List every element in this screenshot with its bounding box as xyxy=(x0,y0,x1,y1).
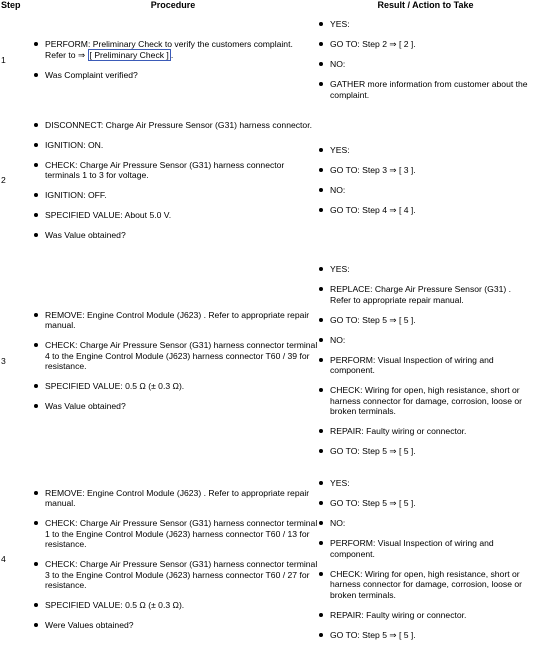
step-number: 1 xyxy=(1,54,6,65)
list-item: REMOVE: Engine Control Module (J623) . Refer to appropriate repair manual. xyxy=(28,310,318,331)
list-item: GATHER more information from customer about the complaint. xyxy=(318,79,533,100)
reference-suffix: . xyxy=(170,49,174,60)
list-item: DISCONNECT: Charge Air Pressure Sensor (G31) harness connector. xyxy=(28,120,318,131)
list-item: PERFORM: Visual Inspection of wiring and component. xyxy=(318,538,533,559)
table-row xyxy=(0,12,533,107)
preliminary-check-link[interactable]: [ Preliminary Check ] xyxy=(89,49,169,60)
list-item: CHECK: Charge Air Pressure Sensor (G31) harness connector terminal 3 to the Engine Control Module (J623) harness connector T60 / 27 for resistance. xyxy=(28,559,318,591)
procedure-list xyxy=(28,120,318,241)
list-item: REPLACE: Charge Air Pressure Sensor (G31) . Refer to appropriate repair manual. xyxy=(318,284,533,305)
list-item: GO TO: Step 4 ⇒ [ 4 ]. xyxy=(318,205,533,216)
procedure-cell xyxy=(28,253,318,468)
list-item: YES: xyxy=(318,145,533,156)
list-item: PERFORM: Visual Inspection of wiring and component. xyxy=(318,355,533,376)
header-row xyxy=(0,0,533,12)
procedure-cell xyxy=(28,468,318,650)
procedure-list xyxy=(28,310,318,412)
result-cell xyxy=(318,107,533,253)
list-item: GO TO: Step 5 ⇒ [ 5 ]. xyxy=(318,498,533,509)
reference-line xyxy=(45,50,318,61)
list-item: REMOVE: Engine Control Module (J623) . Refer to appropriate repair manual. xyxy=(28,488,318,509)
list-item: CHECK: Wiring for open, high resistance, short or harness connector for damage, corrosion, loose or broken terminals. xyxy=(318,569,533,601)
procedure-cell xyxy=(28,107,318,253)
list-item: Was Complaint verified? xyxy=(28,70,318,81)
list-item: NO: xyxy=(318,59,533,70)
list-item: Was Value obtained? xyxy=(28,401,318,412)
list-item: SPECIFIED VALUE: About 5.0 V. xyxy=(28,210,318,221)
list-item: GO TO: Step 5 ⇒ [ 5 ]. xyxy=(318,630,533,641)
list-item: NO: xyxy=(318,518,533,529)
list-item: CHECK: Charge Air Pressure Sensor (G31) harness connector terminal 4 to the Engine Control Module (J623) harness connector T60 / 39 for resistance. xyxy=(28,340,318,372)
result-list xyxy=(318,145,533,216)
list-item: NO: xyxy=(318,335,533,346)
procedure-cell xyxy=(28,12,318,107)
list-item: REPAIR: Faulty wiring or connector. xyxy=(318,610,533,621)
table-row xyxy=(0,468,533,650)
list-item: NO: xyxy=(318,185,533,196)
list-item: SPECIFIED VALUE: 0.5 Ω (± 0.3 Ω). xyxy=(28,600,318,611)
header-procedure: Procedure xyxy=(150,0,196,10)
result-cell xyxy=(318,12,533,107)
list-item: CHECK: Wiring for open, high resistance, short or harness connector for damage, corrosion, loose or broken terminals. xyxy=(318,385,533,417)
procedure-list xyxy=(28,488,318,631)
procedure-list xyxy=(28,39,318,80)
list-item: GO TO: Step 5 ⇒ [ 5 ]. xyxy=(318,315,533,326)
list-item: IGNITION: OFF. xyxy=(28,190,318,201)
list-item: YES: xyxy=(318,264,533,275)
list-item: CHECK: Charge Air Pressure Sensor (G31) harness connector terminal 1 to the Engine Control Module (J623) harness connector T60 / 13 for resistance. xyxy=(28,518,318,550)
list-item: Was Value obtained? xyxy=(28,230,318,241)
result-cell xyxy=(318,468,533,650)
list-item: REPAIR: Faulty wiring or connector. xyxy=(318,426,533,437)
header-step: Step xyxy=(1,0,21,10)
reference-prefix: Refer to ⇒ xyxy=(45,49,88,60)
list-item: GO TO: Step 3 ⇒ [ 3 ]. xyxy=(318,165,533,176)
list-item xyxy=(28,39,318,60)
step-number: 2 xyxy=(1,175,6,185)
step-number: 4 xyxy=(1,554,6,564)
list-item: GO TO: Step 2 ⇒ [ 2 ]. xyxy=(318,39,533,50)
list-item: Were Values obtained? xyxy=(28,620,318,631)
result-list xyxy=(318,19,533,100)
list-item: CHECK: Charge Air Pressure Sensor (G31) harness connector terminals 1 to 3 for voltage. xyxy=(28,160,318,181)
list-item: SPECIFIED VALUE: 0.5 Ω (± 0.3 Ω). xyxy=(28,381,318,392)
list-item: GO TO: Step 5 ⇒ [ 5 ]. xyxy=(318,446,533,457)
table-row xyxy=(0,253,533,468)
procedure-text: PERFORM: Preliminary Check to verify the customers complaint. xyxy=(45,39,293,49)
list-item: YES: xyxy=(318,478,533,489)
result-list xyxy=(318,478,533,640)
list-item: IGNITION: ON. xyxy=(28,140,318,151)
list-item: YES: xyxy=(318,19,533,30)
header-result: Result / Action to Take xyxy=(377,0,474,10)
table-row xyxy=(0,107,533,253)
step-number: 3 xyxy=(1,355,6,366)
result-cell xyxy=(318,253,533,468)
result-list xyxy=(318,264,533,457)
